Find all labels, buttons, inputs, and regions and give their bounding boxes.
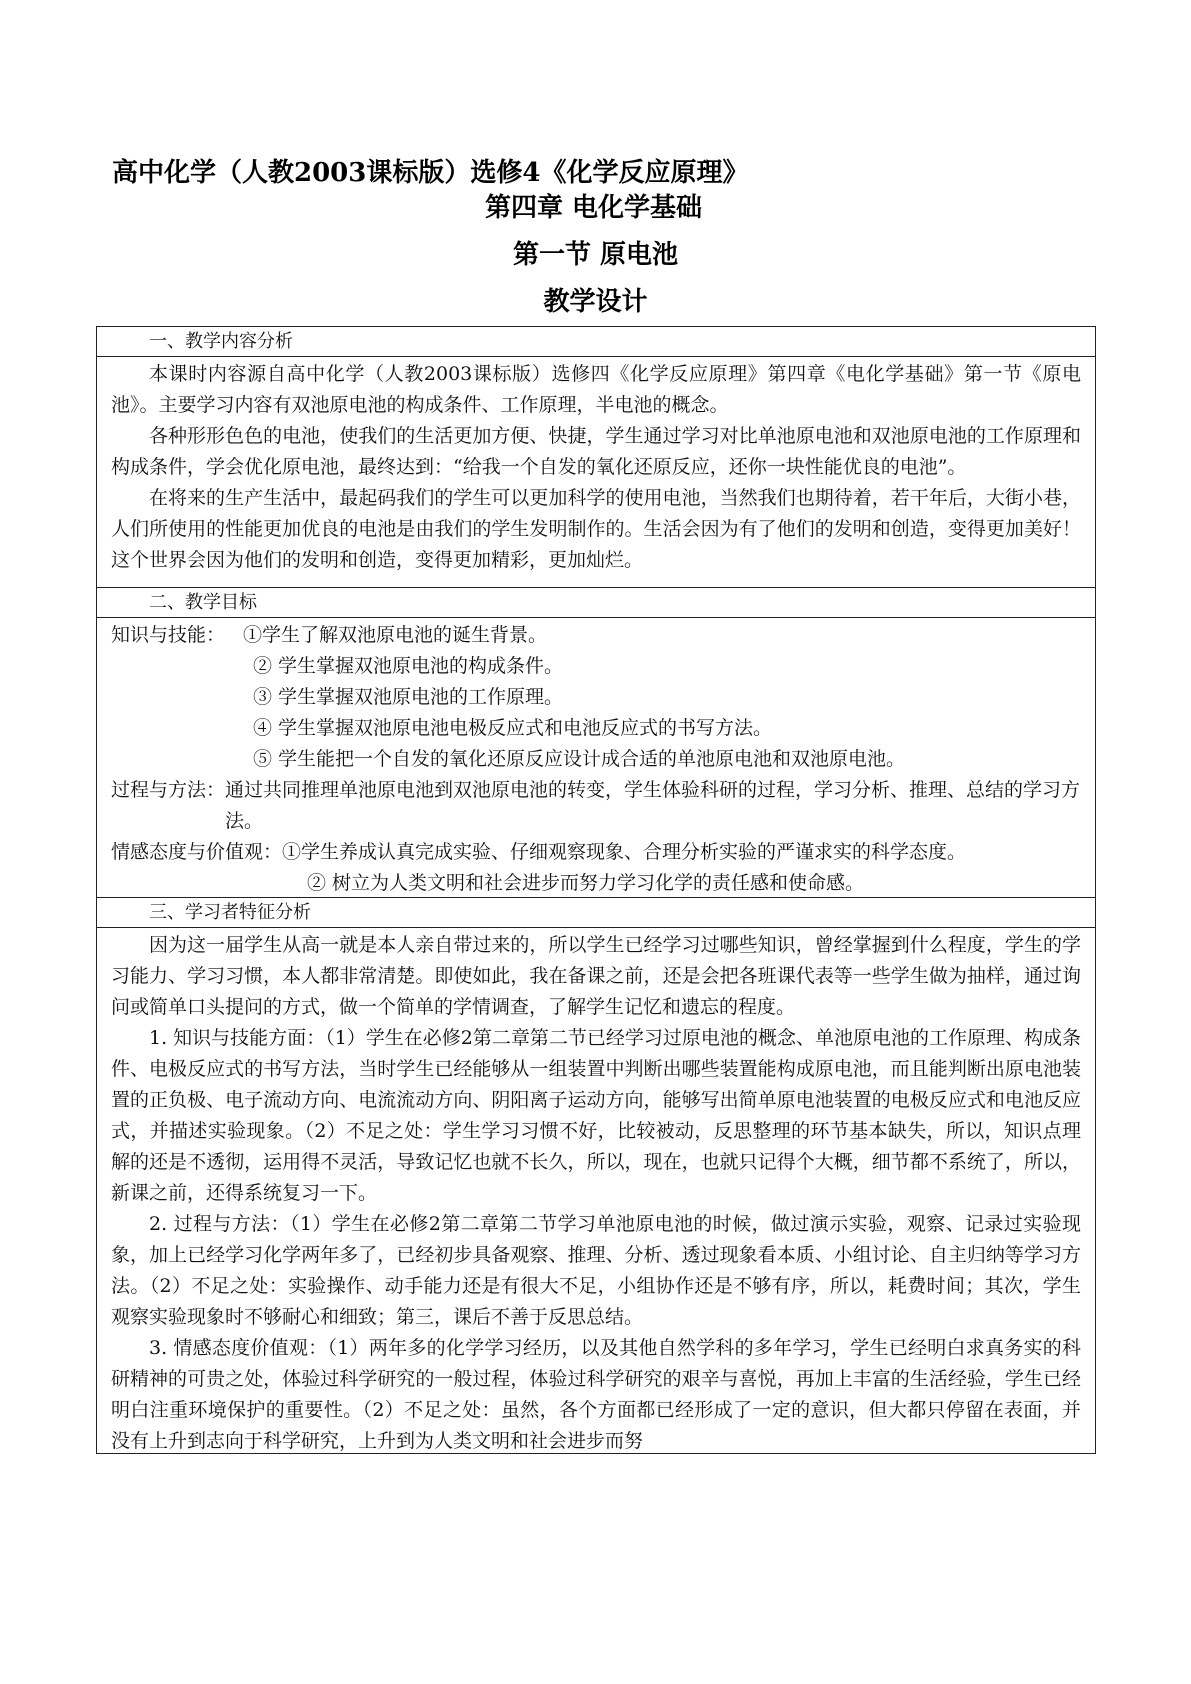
knowledge-item: ①学生了解双池原电池的诞生背景。 [243, 624, 548, 646]
emotion-label: 情感态度与价值观： [111, 841, 283, 863]
content-analysis-body [97, 357, 1095, 588]
knowledge-item: ② 学生掌握双池原电池的构成条件。 [253, 655, 564, 677]
goals-body [97, 618, 1095, 898]
knowledge-item: ⑤ 学生能把一个自发的氧化还原反应设计成合适的单池原电池和双池原电池。 [253, 748, 906, 770]
knowledge-goal-line [111, 620, 1081, 651]
knowledge-label: 知识与技能： [111, 624, 226, 646]
learner-paragraph: 3. 情感态度价值观：（1）两年多的化学学习经历，以及其他自然学科的多年学习，学生已经明白求真务实的科研精神的可贵之处，体验过科学研究的一般过程，体验过科学研究的艰辛与喜悦，再加上丰富的生活经验，学生已经明白注重环境保护的重要性。（2）不足之处：虽然，各个方面都已经形成了一定的意识，但大都只停留在表面，并没有上升到志向于科学研究，上升到为人类文明和社会进步而努 [111, 1337, 1081, 1452]
content-paragraph: 在将来的生产生活中，最起码我们的学生可以更加科学的使用电池，当然我们也期待着，若干年后，大街小巷，人们所使用的性能更加优良的电池是由我们的学生发明制作的。生活会因为有了他们的发明和创造，变得更加美好！这个世界会因为他们的发明和创造，变得更加精彩，更加灿烂。 [111, 487, 1081, 571]
process-label: 过程与方法： [111, 779, 226, 801]
learner-paragraph: 2. 过程与方法：（1）学生在必修2第二章第二节学习单池原电池的时候，做过演示实验，观察、记录过实验现象，加上已经学习化学两年多了，已经初步具备观察、推理、分析、透过现象看本质、小组讨论、自主归纳等学习方法。（2）不足之处：实验操作、动手能力还是有很大不足，小组协作还是不够有序，所以，耗费时间；其次，学生观察实验现象时不够耐心和细致；第三，课后不善于反思总结。 [111, 1213, 1081, 1328]
emotion-goal-line [111, 837, 1081, 868]
lesson-plan-table [96, 326, 1096, 1454]
content-paragraph: 各种形形色色的电池，使我们的生活更加方便、快捷，学生通过学习对比单池原电池和双池原电池的工作原理和构成条件，学会优化原电池，最终达到：“给我一个自发的氧化还原反应，还你一块性能优良的电池”。 [111, 425, 1081, 478]
content-paragraph: 本课时内容源自高中化学（人教2003课标版）选修四《化学反应原理》第四章《电化学基础》第一节《原电池》。主要学习内容有双池原电池的构成条件、工作原理，半电池的概念。 [111, 363, 1081, 416]
design-title: 教学设计 [543, 287, 648, 317]
learner-analysis-heading: 三、学习者特征分析 [97, 898, 1095, 928]
emotion-item: ② 树立为人类文明和社会进步而努力学习化学的责任感和使命感。 [307, 872, 865, 894]
section-title: 第一节 原电池 [512, 240, 679, 270]
emotion-item: ①学生养成认真完成实验、仔细观察现象、合理分析实验的严谨求实的科学态度。 [282, 841, 967, 863]
knowledge-item: ③ 学生掌握双池原电池的工作原理。 [253, 686, 564, 708]
process-goal [111, 775, 1081, 837]
process-text: 通过共同推理单池原电池到双池原电池的转变，学生体验科研的过程，学习分析、推理、总结的学习方法。 [225, 779, 1081, 832]
learner-paragraph: 因为这一届学生从高一就是本人亲自带过来的，所以学生已经学习过哪些知识，曾经掌握到什么程度，学生的学习能力、学习习惯，本人都非常清楚。即使如此，我在备课之前，还是会把各班课代表等一些学生做为抽样，通过询问或简单口头提问的方式，做一个简单的学情调查，了解学生记忆和遗忘的程度。 [111, 934, 1081, 1018]
goals-heading: 二、教学目标 [97, 588, 1095, 618]
content-analysis-heading: 一、教学内容分析 [97, 327, 1095, 357]
learner-paragraph: 1. 知识与技能方面：（1）学生在必修2第二章第二节已经学习过原电池的概念、单池原电池的工作原理、构成条件、电极反应式的书写方法，当时学生已经能够从一组装置中判断出哪些装置能构成原电池，而且能判断出原电池装置的正负极、电子流动方向、电流流动方向、阴阳离子运动方向，能够写出简单原电池装置的电极反应式和电池反应式，并描述实验现象。（2）不足之处：学生学习习惯不好，比较被动，反思整理的环节基本缺失，所以，知识点理解的还是不透彻，运用得不灵活，导致记忆也就不长久，所以，现在，也就只记得个大概，细节都不系统了，所以，新课之前，还得系统复习一下。 [111, 1027, 1081, 1204]
learner-analysis-body [97, 928, 1095, 1453]
document-title: 高中化学（人教2003课标版）选修4《化学反应原理》 [112, 158, 749, 188]
chapter-title: 第四章 电化学基础 [485, 193, 703, 223]
knowledge-item: ④ 学生掌握双池原电池电极反应式和电池反应式的书写方法。 [253, 717, 773, 739]
